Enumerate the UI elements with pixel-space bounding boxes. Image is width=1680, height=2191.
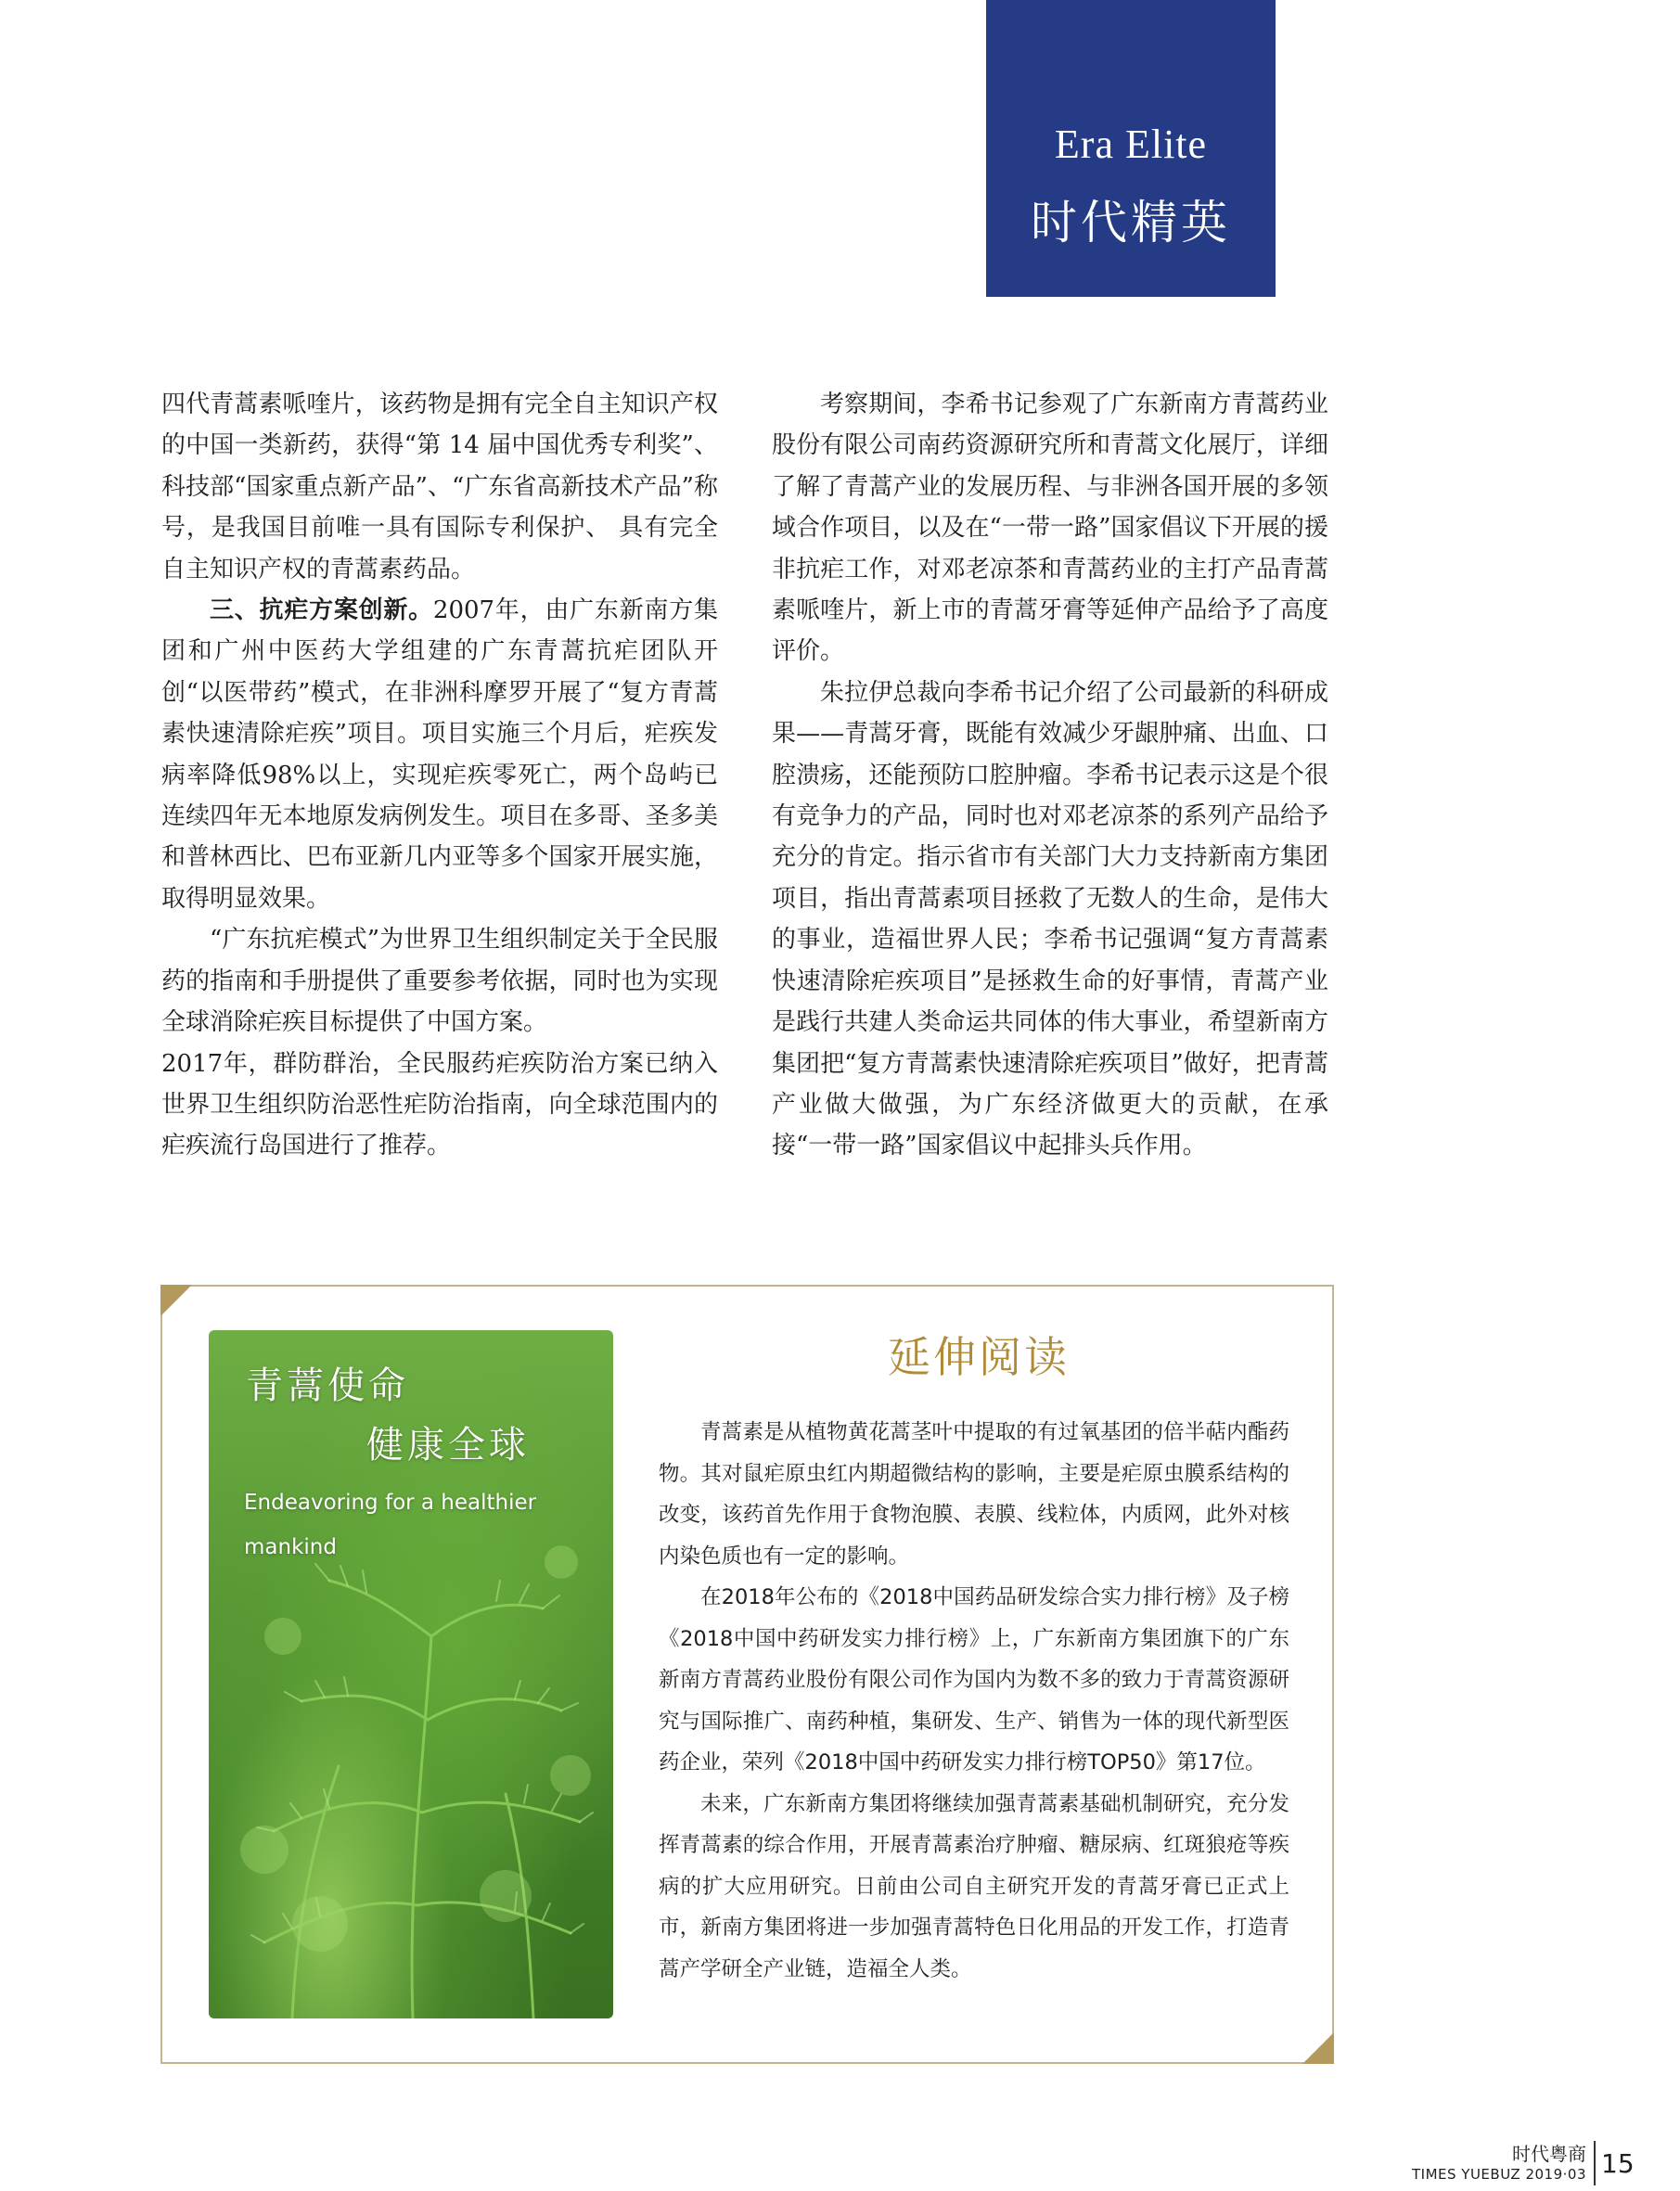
paragraph: 青蒿素是从植物黄花蒿茎叶中提取的有过氧基团的倍半萜内酯药物。其对鼠疟原虫红内期超微结构的影响，主要是疟原虫膜系结构的改变，该药首先作用于食物泡膜、表膜、线粒体，内质网，此外对核内染色质也有一定的影响。: [659, 1420, 1289, 1569]
paragraph: 2017年，群防群治，全民服药疟疾防治方案已纳入世界卫生组织防治恶性疟防治指南，向全球范围内的疟疾流行岛国进行了推荐。: [161, 1049, 718, 1160]
photo-caption-en: Endeavoring for a healthier mankind: [244, 1491, 537, 1559]
magazine-name: 时代粤商: [1512, 2143, 1586, 2165]
paragraph: 在2018年公布的《2018中国药品研发综合实力排行榜》及子榜《2018中国中药研发实力排行榜》上，广东新南方集团旗下的广东新南方青蒿药业股份有限公司作为国内为数不多的致力于青蒿资源研究与国际推广、南药种植，集研发、生产、销售为一体的现代新型医药企业，荣列《2018中国中药研发实力排行榜TOP50》第17位。: [659, 1585, 1289, 1775]
footer-divider: [1594, 2141, 1596, 2185]
sidebar-body: [659, 1412, 1289, 1990]
paragraph: 考察期间，李希书记参观了广东新南方青蒿药业股份有限公司南药资源研究所和青蒿文化展厅，详细了解了青蒿产业的发展历程、与非洲各国开展的多领域合作项目，以及在“一带一路”国家倡议下开展的援非抗疟工作，对邓老凉茶和青蒿药业的主打产品青蒿素哌喹片，新上市的青蒿牙膏等延伸产品给予了高度评价。: [772, 391, 1328, 666]
section-title-en: Era Elite: [1054, 122, 1208, 167]
section-title-zh: 时代精英: [1031, 196, 1231, 250]
paragraph-text: 2007年，由广东新南方集团和广州中医药大学组建的广东青蒿抗疟团队开创“以医带药”模式，在非洲科摩罗开展了“复方青蒿素快速清除疟疾”项目。项目实施三个月后，疟疾发病率降低98%以上，实现疟疾零死亡，两个岛屿已连续四年无本地原发病例发生。项目在多哥、圣多美和普林西比、巴布亚新几内亚等多个国家开展实施，取得明显效果。: [161, 596, 718, 913]
corner-ornament: [1302, 2032, 1334, 2064]
corner-ornament: [160, 1285, 192, 1316]
photo-caption-line2: 健康全球: [366, 1424, 530, 1467]
article-right-column: [772, 384, 1328, 1167]
photo-caption-line1: 青蒿使命: [246, 1365, 409, 1407]
page-number: 15: [1601, 2148, 1635, 2179]
paragraph: [161, 590, 718, 919]
sidebar-title: 延伸阅读: [888, 1332, 1070, 1382]
magazine-issue: TIMES YUEBUZ 2019·03: [1412, 2166, 1586, 2183]
extended-reading-box: [160, 1285, 1334, 2064]
artemisia-photo: [209, 1330, 613, 2018]
paragraph: 未来，广东新南方集团将继续加强青蒿素基础机制研究，充分发挥青蒿素的综合作用，开展青蒿素治疗肿瘤、糖尿病、红斑狼疮等疾病的扩大应用研究。日前由公司自主研究开发的青蒿牙膏已正式上市，新南方集团将进一步加强青蒿特色日化用品的开发工作，打造青蒿产学研全产业链，造福全人类。: [659, 1791, 1289, 1981]
paragraph: “广东抗疟模式”为世界卫生组织制定关于全民服药的指南和手册提供了重要参考依据，同时也为实现全球消除疟疾目标提供了中国方案。: [161, 926, 718, 1037]
magazine-footer: [1391, 2143, 1586, 2184]
article-left-column: [161, 384, 718, 1167]
section-header-tab: [986, 0, 1276, 297]
subheading: 三、抗疟方案创新。: [210, 596, 433, 625]
paragraph: 四代青蒿素哌喹片，该药物是拥有完全自主知识产权的中国一类新药，获得“第 14 届中国优秀专利奖”、科技部“国家重点新产品”、“广东省高新技术产品”称号，是我国目前唯一具有国际专利保护、 具有完全自主知识产权的青蒿素药品。: [161, 391, 718, 583]
paragraph: 朱拉伊总裁向李希书记介绍了公司最新的科研成果——青蒿牙膏，既能有效减少牙龈肿痛、出血、口腔溃疡，还能预防口腔肿瘤。李希书记表示这是个很有竞争力的产品，同时也对邓老凉茶的系列产品给予充分的肯定。指示省市有关部门大力支持新南方集团项目，指出青蒿素项目拯救了无数人的生命，是伟大的事业，造福世界人民；李希书记强调“复方青蒿素快速清除疟疾项目”是拯救生命的好事情，青蒿产业是践行共建人类命运共同体的伟大事业，希望新南方集团把“复方青蒿素快速清除疟疾项目”做好，把青蒿产业做大做强，为广东经济做更大的贡献，在承接“一带一路”国家倡议中起排头兵作用。: [772, 678, 1328, 1160]
